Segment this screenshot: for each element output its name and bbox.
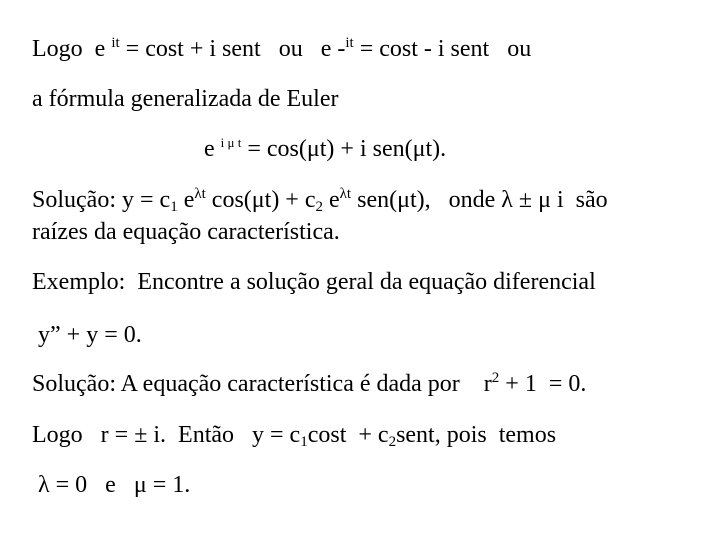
exponent: it [345,35,354,51]
text-segment: Solução: A equação característica é dada por r [32,371,492,397]
text-segment: cost + c [307,422,389,448]
text-segment: λ = 0 e μ = 1. [32,472,191,498]
text-segment: e [204,136,221,162]
text-segment: e [323,187,340,213]
text-segment: sen(μt), onde λ ± μ i são [351,187,608,213]
subscript: 1 [170,199,178,215]
subscript: 2 [388,434,397,450]
text-segment: = cost + i sent ou e - [119,36,346,62]
exponent: i μ t [220,135,242,150]
text-segment: a fórmula generalizada de Euler [32,86,339,112]
exponent: λt [194,186,206,202]
text-segment: raízes da equação característica. [32,219,340,245]
text-segment: y” + y = 0. [32,322,142,348]
text-segment: = cos(μt) + i sen(μt). [241,136,447,162]
text-segment: Logo e [32,36,112,62]
text-segment: e [177,187,195,213]
text-segment: Exemplo: Encontre a solução geral da equação diferencial [32,269,596,295]
lambda-mu-values [8,446,190,524]
text-segment: sent, pois temos [396,422,557,448]
exponent: 2 [491,370,500,386]
text-segment: Solução: y = c [32,187,171,213]
text-segment: cos(μt) + c [205,187,316,213]
exponent: it [111,35,120,51]
text-segment: Logo r = ± i. Então y = c [32,422,301,448]
text-segment: + 1 = 0. [499,371,587,397]
text-segment: = cost - i sent ou [353,36,532,62]
subscript: 1 [300,434,308,450]
subscript: 2 [315,199,323,215]
exponent: λt [339,186,352,202]
